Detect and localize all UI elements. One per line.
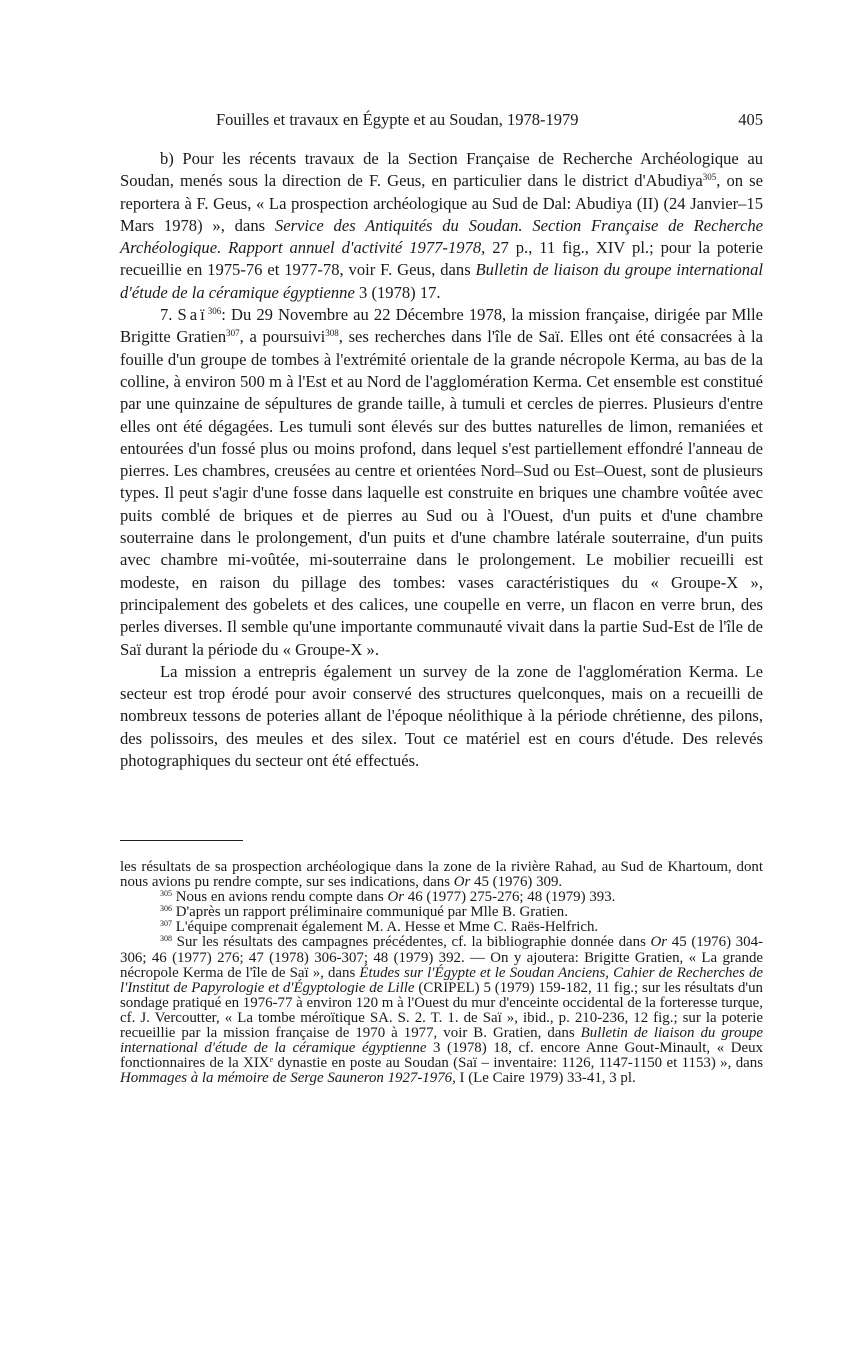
footnote-ref-307: 307 xyxy=(226,328,240,339)
text-run: L'équipe comprenait également M. A. Hesse et Mme C. Raës-Helfrich. xyxy=(172,919,599,936)
text-run: , a poursuivi xyxy=(239,327,326,347)
footnote-306 xyxy=(120,905,763,920)
text-run: : Du 29 Novembre au 22 Décembre 1978, la mission française, dirigée par Mlle Brigitte Gratien xyxy=(120,305,764,347)
text-run: , ses recherches dans l'île de Saï. Elles ont été consacrées à la fouille d'un groupe de tombes à l'extrémité orientale de la grande nécropole Kerma, au bas de la colline, à environ 500 m à l'Est et au Nord de l'agglomération Kerma. Cet ensemble est constitué par une quinzaine de sépultures de grande taille, à tumuli et cercles de pierres. Plusieurs d'entre elles ont été dégagées. Les tumuli sont élevés sur des buttes naturelles de limon, remaniées et entourées d'un fossé plus ou moins profond, dans lequel s'est partiellement effondré l'anneau de pierres. Les chambres, creusées au centre et orientées Nord–Sud ou Est–Ouest, sont de plusieurs types. Il peut s'agir d'une fosse dans laquelle est construite en briques une chambre voûtée avec puits comblé de briques et de pierres au Sud ou à l'Ouest, d'un puits et d'une chambre souterraine dans le prolongement, d'un puits et d'une chambre latérale souterraine, d'un puits avec chambre mi-voûtée, mi-souterraine dans le prolongement. Le mobilier recueilli est modeste, en raison du pillage des tombes: vases caractéristiques du « Groupe-X », principalement des gobelets et des calices, une coupelle en verre, un flacon en verre brun, des perles diverses. Il semble qu'une importante communauté vivait dans la partie Sud-Est de l'île de Saï durant la période du « Groupe-X ». xyxy=(120,327,763,659)
footnote-ref-306: 306 xyxy=(207,306,222,317)
superscript: e xyxy=(269,1055,274,1065)
text-run: 27 p., 11 fig., XIV pl.; pour la poterie recueillie en 1975-76 et 1977-78, voir F. Geus, dans xyxy=(120,238,763,280)
footnote-separator xyxy=(120,840,243,841)
footnote-number: 307 xyxy=(160,919,172,929)
text-run: 3 (1978) 17. xyxy=(354,282,441,302)
footnote-305 xyxy=(120,890,763,905)
text-run: (CRIPEL) 5 (1979) 159-182, 11 fig.; sur les résultats d'un sondage pratiqué en 1976-77 à environ 120 m à l'Ouest du mur d'enceinte occidental de la forteresse turque, cf. J. Vercoutter, « La tombe méroïtique SA. S. 2. T. 1. de Saï », ibid., p. 210-236, 12 fig.; sur la poterie recueillie par la mission française de 1970 à 1977, voir B. Gratien, dans xyxy=(120,979,763,1042)
paragraph-survey: La mission a entrepris également un survey de la zone de l'agglomération Kerma. Le secteur est trop érodé pour avoir conservé des structures quelconques, mais on a recueilli de nombreux tessons de poteries allant de l'époque néolithique à la période chrétienne, des pilons, des polissoirs, des meules et des silex. Tout ce matériel est en cours d'étude. Des relevés photographiques du secteur ont été effectués. xyxy=(120,661,763,771)
text-run: 46 (1977) 275-276; 48 (1979) 393. xyxy=(404,889,616,906)
paragraph-abudiya xyxy=(120,148,763,304)
section-number: 7. xyxy=(160,305,178,325)
running-header xyxy=(120,110,763,132)
footnote-number: 305 xyxy=(160,889,172,899)
footnote-number: 308 xyxy=(160,934,172,944)
text-run: Nous en avions rendu compte dans xyxy=(172,889,388,906)
text-run: 3 (1978) 18, cf. encore Anne Gout-Minault, « Deux fonctionnaires de la XIX xyxy=(120,1040,763,1072)
journal-abbrev: Or xyxy=(387,889,405,906)
citation-title: Études sur l'Égypte et le Soudan Anciens, Cahier de Recherches de l'Institut de Papyrologie et d'Égyptologie de Lille xyxy=(120,964,763,996)
running-title: Fouilles et travaux en Égypte et au Soudan, 1978-1979 xyxy=(216,110,579,129)
section-place: Saï xyxy=(177,305,208,325)
text-run: , on se reportera à F. Geus, « La prospection archéologique au Sud de Dal: Abudiya (II) (24 Janvier–15 Mars 1978) », dans xyxy=(120,171,763,235)
text-run: dynastie en poste au Soudan (Saï – inventaire: 1126, 1147-1150 et 1153) », dans xyxy=(273,1055,763,1072)
text-run: 45 (1976) 309. xyxy=(470,874,563,891)
text-run: Sur les résultats des campagnes précédentes, cf. la bibliographie donnée dans xyxy=(172,934,651,951)
citation-title: Bulletin de liaison du groupe international d'étude de la céramique égyptienne xyxy=(120,260,763,302)
footnote-ref-305: 305 xyxy=(702,172,717,183)
footnote-continued xyxy=(120,860,763,890)
text-run: b) Pour les récents travaux de la Section Française de Recherche Archéologique au Soudan, menés sous la direction de F. Geus, en particulier dans le district d'Abudiya xyxy=(120,149,763,191)
footnote-307 xyxy=(120,920,763,935)
footnote-ref-308: 308 xyxy=(325,328,339,339)
citation-title: Hommages à la mémoire de Serge Sauneron 1927-1976, xyxy=(120,1070,456,1087)
footnote-308 xyxy=(120,935,763,1086)
text-run: les résultats de sa prospection archéologique dans la zone de la rivière Rahad, au Sud de Khartoum, dont nous avions pu rendre compte, sur ses indications, dans xyxy=(120,859,763,891)
citation-title: Service des Antiquités du Soudan. Section Française de Recherche Archéologique. Rapport annuel d'activité 1977-1978, xyxy=(120,215,763,258)
document-page xyxy=(120,0,763,1358)
journal-abbrev: Or xyxy=(650,934,668,951)
journal-abbrev: Or xyxy=(453,874,471,891)
citation-title: Bulletin de liaison du groupe international d'étude de la céramique égyptienne xyxy=(120,1025,763,1057)
footnotes xyxy=(120,860,763,1086)
text-run: 45 (1976) 304-306; 46 (1977) 276; 47 (1978) 306-307; 48 (1979) 392. — On y ajoutera: Brigitte Gratien, « La grande nécropole Kerma de l'île de Saï », dans xyxy=(120,934,763,981)
page-number: 405 xyxy=(738,110,763,129)
text-run: I (Le Caire 1979) 33-41, 3 pl. xyxy=(455,1070,636,1087)
main-text xyxy=(120,148,763,772)
text-run: D'après un rapport préliminaire communiqué par Mlle B. Gratien. xyxy=(172,904,568,921)
paragraph-sai xyxy=(120,304,763,661)
footnote-number: 306 xyxy=(160,904,172,914)
